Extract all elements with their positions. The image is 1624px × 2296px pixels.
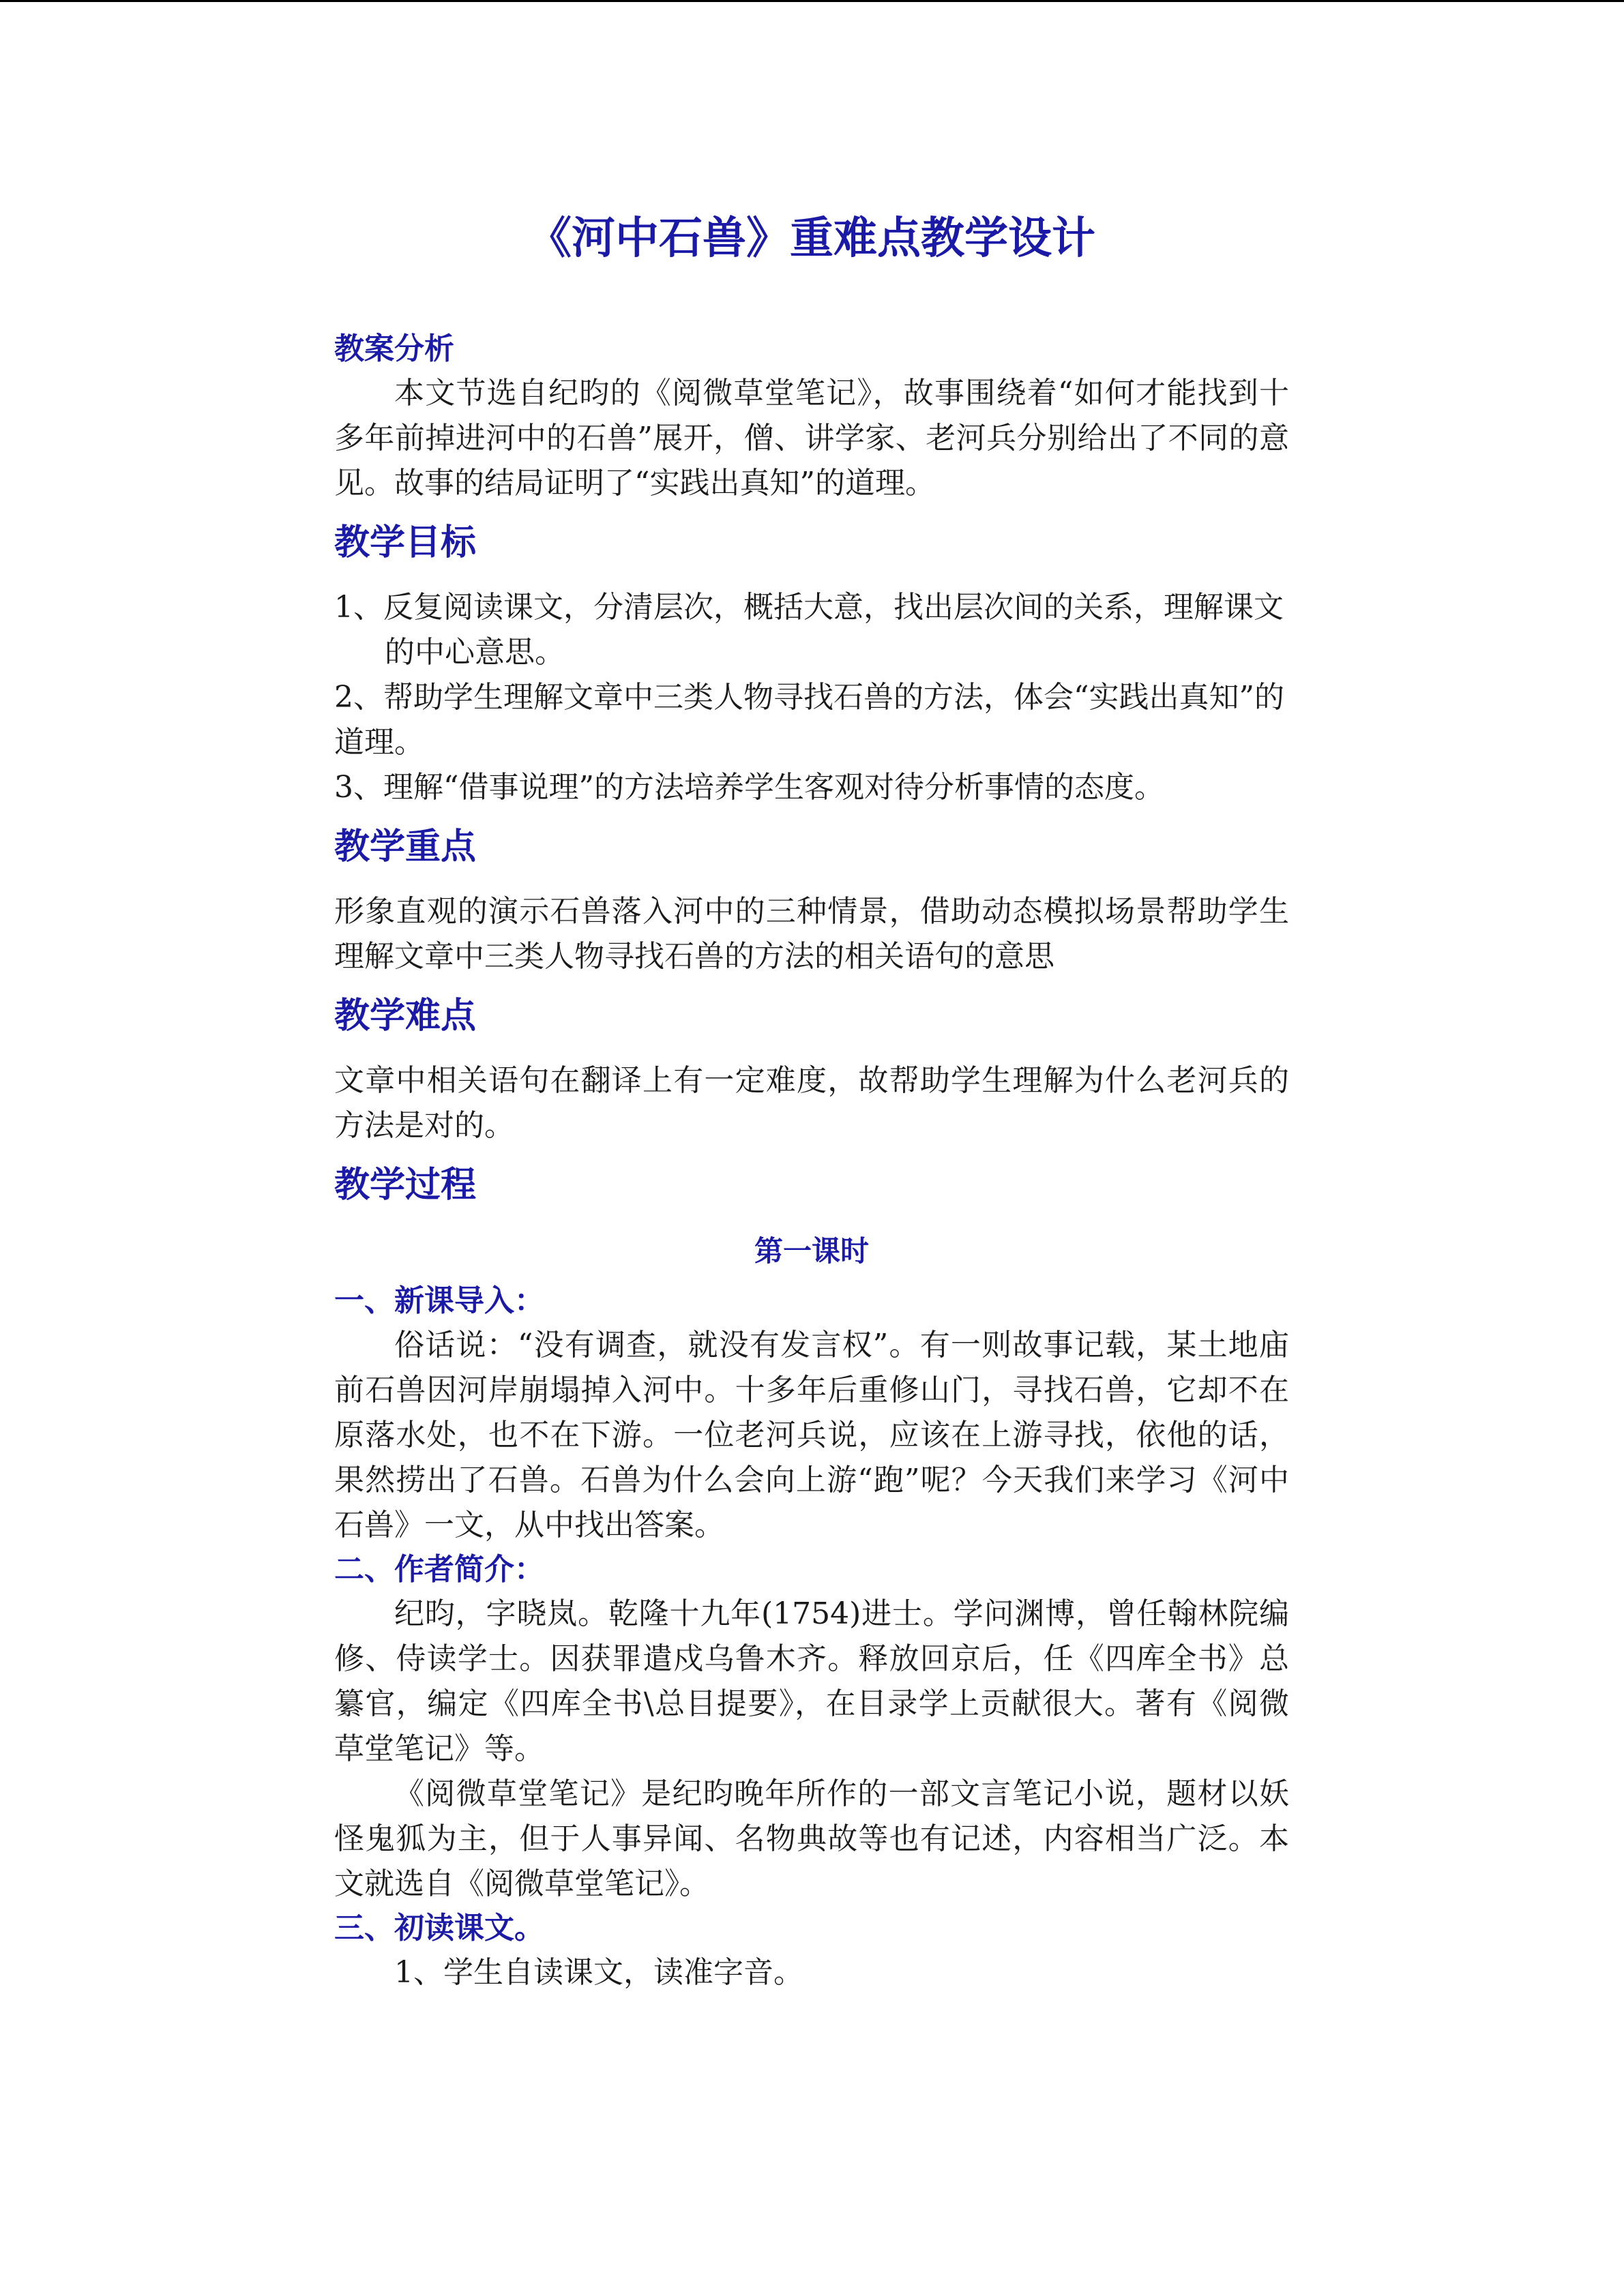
key-points-text: 形象直观的演示石兽落入河中的三种情景，借助动态模拟场景帮助学生理解文章中三类人物寻找石兽的方法的相关语句的意思	[334, 894, 1289, 974]
reading-heading: 三、初读课文。	[334, 1911, 544, 1945]
key-points-heading: 教学重点	[334, 826, 477, 867]
author-text-2: 《阅微草堂笔记》是纪昀晚年所作的一部文言笔记小说，题材以妖怪鬼狐为主，但于人事异闻、名物典故等也有记述，内容相当广泛。本文就选自《阅微草堂笔记》。	[334, 1776, 1289, 1901]
goals-heading: 教学目标	[334, 522, 477, 563]
analysis-heading: 教案分析	[334, 331, 454, 366]
reading-item-1: 1、学生自读课文，读准字音。	[394, 1955, 803, 1990]
author-heading: 二、作者简介：	[334, 1552, 544, 1587]
document-title: 《河中石兽》重难点教学设计	[528, 213, 1095, 264]
intro-text: 俗话说：“没有调查，就没有发言权”。有一则故事记载，某土地庙前石兽因河岸崩塌掉入河中。十多年后重修山门，寻找石兽，它却不在原落水处，也不在下游。一位老河兵说，应该在上游寻找，依他的话，果然捞出了石兽。石兽为什么会向上游“跑”呢？今天我们来学习《河中石兽》一文，从中找出答案。	[334, 1328, 1289, 1542]
author-text-1: 纪昀，字晓岚。乾隆十九年(1754)进士。学问渊博，曾任翰林院编修、侍读学士。因获罪遣戍乌鲁木齐。释放回京后，任《四库全书》总纂官，编定《四库全书\总目提要》，在目录学上贡献很大。著有《阅微草堂笔记》等。	[334, 1596, 1289, 1766]
goal-item-3: 3、理解“借事说理”的方法培养学生客观对待分析事情的态度。	[334, 770, 1164, 805]
goal-item-2: 2、帮助学生理解文章中三类人物寻找石兽的方法，体会“实践出真知”的道理。	[334, 680, 1284, 760]
lesson-title: 第一课时	[754, 1234, 869, 1268]
document-page	[334, 205, 1289, 1995]
process-heading: 教学过程	[334, 1165, 477, 1206]
goal-item-1: 1、反复阅读课文，分清层次，概括大意，找出层次间的关系，理解课文的中心意思。	[334, 590, 1284, 670]
difficulties-heading: 教学难点	[334, 996, 477, 1037]
page-top-border	[0, 0, 1624, 2]
analysis-text: 本文节选自纪昀的《阅微草堂笔记》，故事围绕着“如何才能找到十多年前掉进河中的石兽”展开，僧、讲学家、老河兵分别给出了不同的意见。故事的结局证明了“实践出真知”的道理。	[334, 376, 1289, 501]
difficulties-text: 文章中相关语句在翻译上有一定难度，故帮助学生理解为什么老河兵的方法是对的。	[334, 1063, 1289, 1143]
intro-heading: 一、新课导入：	[334, 1283, 544, 1318]
